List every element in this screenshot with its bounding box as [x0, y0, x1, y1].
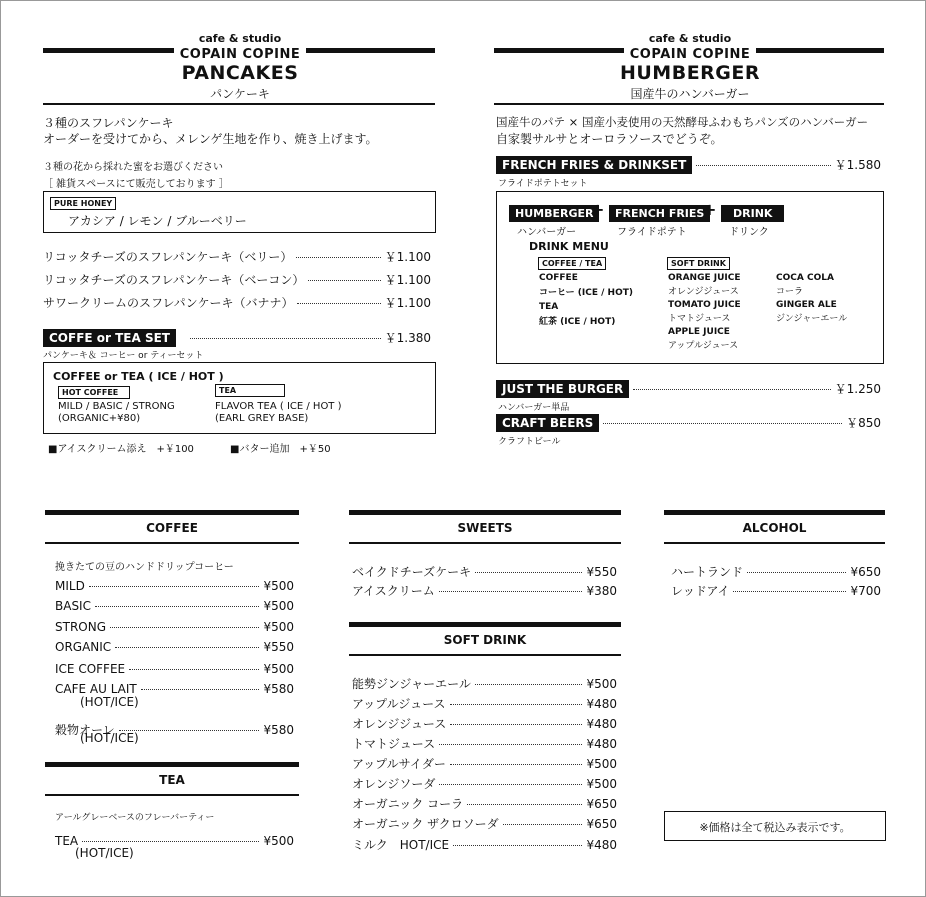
item-price: ¥380	[586, 584, 617, 598]
drink-en: APPLE JUICE	[668, 327, 730, 337]
item-sub: (HOT/ICE)	[80, 731, 139, 745]
item-price: ¥550	[263, 640, 294, 654]
menu-item	[671, 563, 881, 580]
drink-jp: コーラ	[776, 287, 804, 297]
leader-dots	[733, 591, 846, 592]
leader-dots	[129, 669, 259, 670]
leader-dots	[503, 824, 583, 825]
leader-dots	[439, 591, 583, 592]
combo-fries: FRENCH FRIES	[609, 202, 710, 222]
item-price: ¥500	[586, 777, 617, 791]
craft-beer-desc: クラフトビール	[498, 437, 561, 447]
honey-options: アカシア / レモン / ブルーベリー	[68, 214, 247, 228]
item-price: ¥480	[586, 737, 617, 751]
leader-dots	[296, 257, 380, 258]
item-name: ハートランド	[671, 565, 744, 579]
coffee-tea-tag: COFFEE / TEA	[538, 257, 606, 270]
item-price: ¥500	[263, 620, 294, 634]
drink-jp: 紅茶 (ICE / HOT)	[539, 317, 616, 327]
item-name: アップルジュース	[352, 697, 446, 711]
leader-dots	[89, 586, 260, 587]
leader-dots	[297, 303, 380, 304]
item-price: ¥700	[850, 584, 881, 598]
leader-dots	[450, 764, 583, 765]
section-rule	[45, 542, 299, 544]
set-name: FRENCH FRIES & DRINKSET	[496, 156, 692, 174]
combo-burger-jp: ハンバーガー	[517, 227, 577, 238]
item-name: リコッタチーズのスフレパンケーキ（ベーコン）	[43, 273, 305, 287]
section-rule	[349, 542, 621, 544]
item-price: ¥650	[586, 817, 617, 831]
drink-en: COCA COLA	[776, 273, 834, 283]
item-name: レッドアイ	[671, 584, 730, 598]
leader-dots	[439, 784, 582, 785]
item-name: オーガニック コーラ	[352, 797, 464, 811]
item-name: トマトジュース	[352, 737, 436, 751]
drink-jp: アップルジュース	[668, 341, 739, 351]
brand-small: cafe & studio	[198, 32, 282, 45]
leader-dots	[110, 627, 259, 628]
item-price: ¥500	[263, 834, 294, 848]
section-bar	[45, 762, 299, 767]
brand-small: cafe & studio	[648, 32, 732, 45]
menu-item	[55, 579, 294, 593]
sweets-title: SWEETS	[457, 521, 513, 535]
header-rule	[494, 103, 884, 105]
item-name: ベイクドチーズケーキ	[352, 565, 472, 579]
item-name: サワークリームのスフレパンケーキ（バナナ）	[43, 296, 294, 310]
set-box-title: COFFEE or TEA ( ICE / HOT )	[53, 370, 224, 383]
item-name: TEA	[55, 834, 79, 848]
leader-dots	[603, 423, 842, 424]
item-name: MILD	[55, 579, 85, 593]
combo-fries-jp: フライドポテト	[617, 227, 687, 238]
honey-note: ３種の花から採れた蜜をお選びください	[43, 162, 223, 173]
item-price: ¥480	[586, 838, 617, 852]
leader-dots	[141, 689, 260, 690]
item-name: CAFE AU LAIT	[55, 682, 137, 696]
leader-dots	[115, 647, 259, 648]
item-name: BASIC	[55, 599, 91, 613]
tea-tag: TEA	[215, 384, 285, 397]
tax-note: ※価格は全て税込み表示です。	[699, 821, 851, 834]
item-name: オーガニック ザクロソーダ	[352, 817, 499, 831]
drink-en: ORANGE JUICE	[668, 273, 741, 283]
pancakes-intro-2: オーダーを受けてから、メレンゲ生地を作り、焼き上げます。	[43, 132, 378, 146]
drink-en: TOMATO JUICE	[668, 300, 741, 310]
hot-coffee-line-1: MILD / BASIC / STRONG	[58, 401, 175, 412]
menu-item	[352, 715, 617, 732]
tea-title: TEA	[159, 773, 185, 787]
menu-item	[352, 582, 617, 599]
menu-item	[352, 836, 617, 853]
item-price: ¥500	[263, 579, 294, 593]
soft-drink-title: SOFT DRINK	[443, 633, 527, 647]
item-price: ¥480	[586, 717, 617, 731]
menu-item	[352, 563, 617, 580]
item-price: ¥650	[586, 797, 617, 811]
set-price: ￥1.380	[384, 331, 431, 345]
alcohol-title: ALCOHOL	[742, 521, 807, 535]
item-price: ￥1.100	[384, 273, 431, 287]
section-bar	[664, 510, 885, 515]
tea-line-1: FLAVOR TEA ( ICE / HOT )	[215, 401, 342, 412]
item-name: 穀物オーレ	[55, 723, 115, 737]
menu-item	[352, 735, 617, 752]
craft-beer-row	[496, 414, 881, 432]
set-price: ￥1.580	[834, 158, 881, 172]
menu-item	[671, 582, 881, 599]
item-name: 能勢ジンジャーエール	[352, 677, 471, 691]
item-name: アイスクリーム	[352, 584, 435, 598]
leader-dots	[450, 724, 582, 725]
burger-brand	[590, 33, 790, 45]
plus-sign: +	[591, 200, 605, 219]
item-name: STRONG	[55, 620, 107, 634]
item-sub: (HOT/ICE)	[80, 695, 139, 709]
plus-sign: +	[703, 200, 717, 219]
just-burger-desc: ハンバーガー単品	[498, 403, 570, 413]
craft-beer-price: ￥850	[846, 416, 881, 430]
set-desc: パンケーキ＆ コーヒー or ティーセット	[43, 351, 204, 361]
tea-note: アールグレーベースのフレーバーティー	[55, 813, 215, 823]
burger-intro-2: 自家製サルサとオーロラソースでどうぞ。	[496, 132, 723, 146]
set-name: COFFE or TEA SET	[43, 329, 176, 347]
menu-item	[352, 795, 617, 812]
menu-item	[55, 620, 294, 634]
set-desc: フライドポテトセット	[498, 179, 588, 189]
leader-dots	[453, 845, 582, 846]
item-name: ミルク HOT/ICE	[352, 838, 450, 852]
section-rule	[664, 542, 885, 544]
leader-dots	[82, 841, 259, 842]
item-name: ICE COFFEE	[55, 662, 126, 676]
leader-dots	[475, 572, 582, 573]
pure-honey-tag: PURE HONEY	[50, 197, 116, 210]
leader-dots	[190, 338, 381, 339]
section-rule	[349, 654, 621, 656]
item-price: ¥480	[586, 697, 617, 711]
pancakes-intro-1: ３種のスフレパンケーキ	[43, 116, 174, 130]
section-bar	[349, 622, 621, 627]
item-sub: (HOT/ICE)	[75, 846, 134, 860]
drink-en: TEA	[539, 302, 559, 312]
leader-dots	[439, 744, 582, 745]
extra-butter: ■バター追加 +￥50	[230, 444, 331, 455]
leader-dots	[633, 389, 830, 390]
just-burger-name: JUST THE BURGER	[496, 380, 629, 398]
item-price: ￥1.100	[384, 296, 431, 310]
item-price: ¥650	[850, 565, 881, 579]
drink-jp: ジンジャーエール	[776, 314, 848, 324]
just-burger-price: ￥1.250	[834, 382, 881, 396]
menu-item	[55, 662, 294, 676]
menu-item	[43, 271, 431, 288]
menu-item	[55, 599, 294, 613]
tea-line-2: (EARL GREY BASE)	[215, 413, 309, 424]
leader-dots	[747, 572, 846, 573]
menu-item	[43, 294, 431, 311]
item-name: リコッタチーズのスフレパンケーキ（ベリー）	[43, 250, 293, 264]
coffee-title: COFFEE	[146, 521, 198, 535]
brand-name: COPAIN COPINE	[624, 48, 756, 62]
section-bar	[349, 510, 621, 515]
drink-en: COFFEE	[539, 273, 578, 283]
leader-dots	[696, 165, 830, 166]
menu-item	[352, 815, 617, 832]
item-price: ¥500	[263, 662, 294, 676]
menu-item	[352, 695, 617, 712]
leader-dots	[450, 704, 583, 705]
drink-jp: コーヒー (ICE / HOT)	[539, 288, 633, 298]
leader-dots	[95, 606, 259, 607]
leader-dots	[475, 684, 583, 685]
drink-en: GINGER ALE	[776, 300, 837, 310]
set-row	[496, 156, 881, 174]
section-rule	[45, 794, 299, 796]
item-name: オレンジジュース	[352, 717, 447, 731]
item-price: ¥550	[586, 565, 617, 579]
item-price: ¥580	[263, 682, 294, 696]
item-name: オレンジソーダ	[352, 777, 436, 791]
set-row	[43, 329, 431, 347]
shop-note: ［ 雑貨スペースにて販売しております ］	[43, 179, 229, 190]
burger-subtitle: 国産牛のハンバーガー	[630, 87, 750, 101]
hot-coffee-line-2: (ORGANIC+¥80)	[58, 413, 141, 424]
item-price: ¥500	[586, 677, 617, 691]
header-rule	[43, 103, 435, 105]
leader-dots	[308, 280, 380, 281]
coffee-note: 挽きたての豆のハンドドリップコーヒー	[55, 562, 234, 573]
item-name: アップルサイダー	[352, 757, 446, 771]
section-bar	[45, 510, 299, 515]
menu-item	[352, 775, 617, 792]
burger-intro-1: 国産牛のパテ × 国産小麦使用の天然酵母ふわもちパンズのハンバーガー	[496, 115, 869, 129]
just-burger-row	[496, 380, 881, 398]
burger-title: HUMBERGER	[619, 62, 761, 84]
pancakes-brand	[140, 33, 340, 45]
item-price: ¥500	[586, 757, 617, 771]
burger-brand-name	[590, 45, 790, 62]
menu-item	[352, 675, 617, 692]
pancakes-title: PANCAKES	[181, 62, 299, 84]
pancakes-brand-name	[140, 45, 340, 62]
soft-drink-tag: SOFT DRINK	[667, 257, 730, 270]
item-price: ¥500	[263, 599, 294, 613]
extra-ice-cream: ■アイスクリーム添え +￥100	[48, 444, 194, 455]
item-price: ¥580	[263, 723, 294, 737]
combo-burger: HUMBERGER	[509, 202, 599, 222]
brand-name: COPAIN COPINE	[174, 48, 306, 62]
pancakes-subtitle: パンケーキ	[210, 87, 270, 101]
item-price: ￥1.100	[384, 250, 431, 264]
combo-drink: DRINK	[721, 202, 784, 222]
drink-menu-title: DRINK MENU	[529, 240, 609, 253]
menu-item	[352, 755, 617, 772]
craft-beer-name: CRAFT BEERS	[496, 414, 599, 432]
combo-drink-jp: ドリンク	[729, 227, 769, 238]
menu-item	[55, 682, 294, 696]
leader-dots	[119, 730, 260, 731]
drink-jp: トマトジュース	[668, 314, 731, 324]
hot-coffee-tag: HOT COFFEE	[58, 386, 130, 399]
menu-item	[55, 640, 294, 654]
item-name: ORGANIC	[55, 640, 112, 654]
drink-jp: オレンジジュース	[668, 287, 739, 297]
menu-item	[43, 248, 431, 265]
leader-dots	[467, 804, 582, 805]
